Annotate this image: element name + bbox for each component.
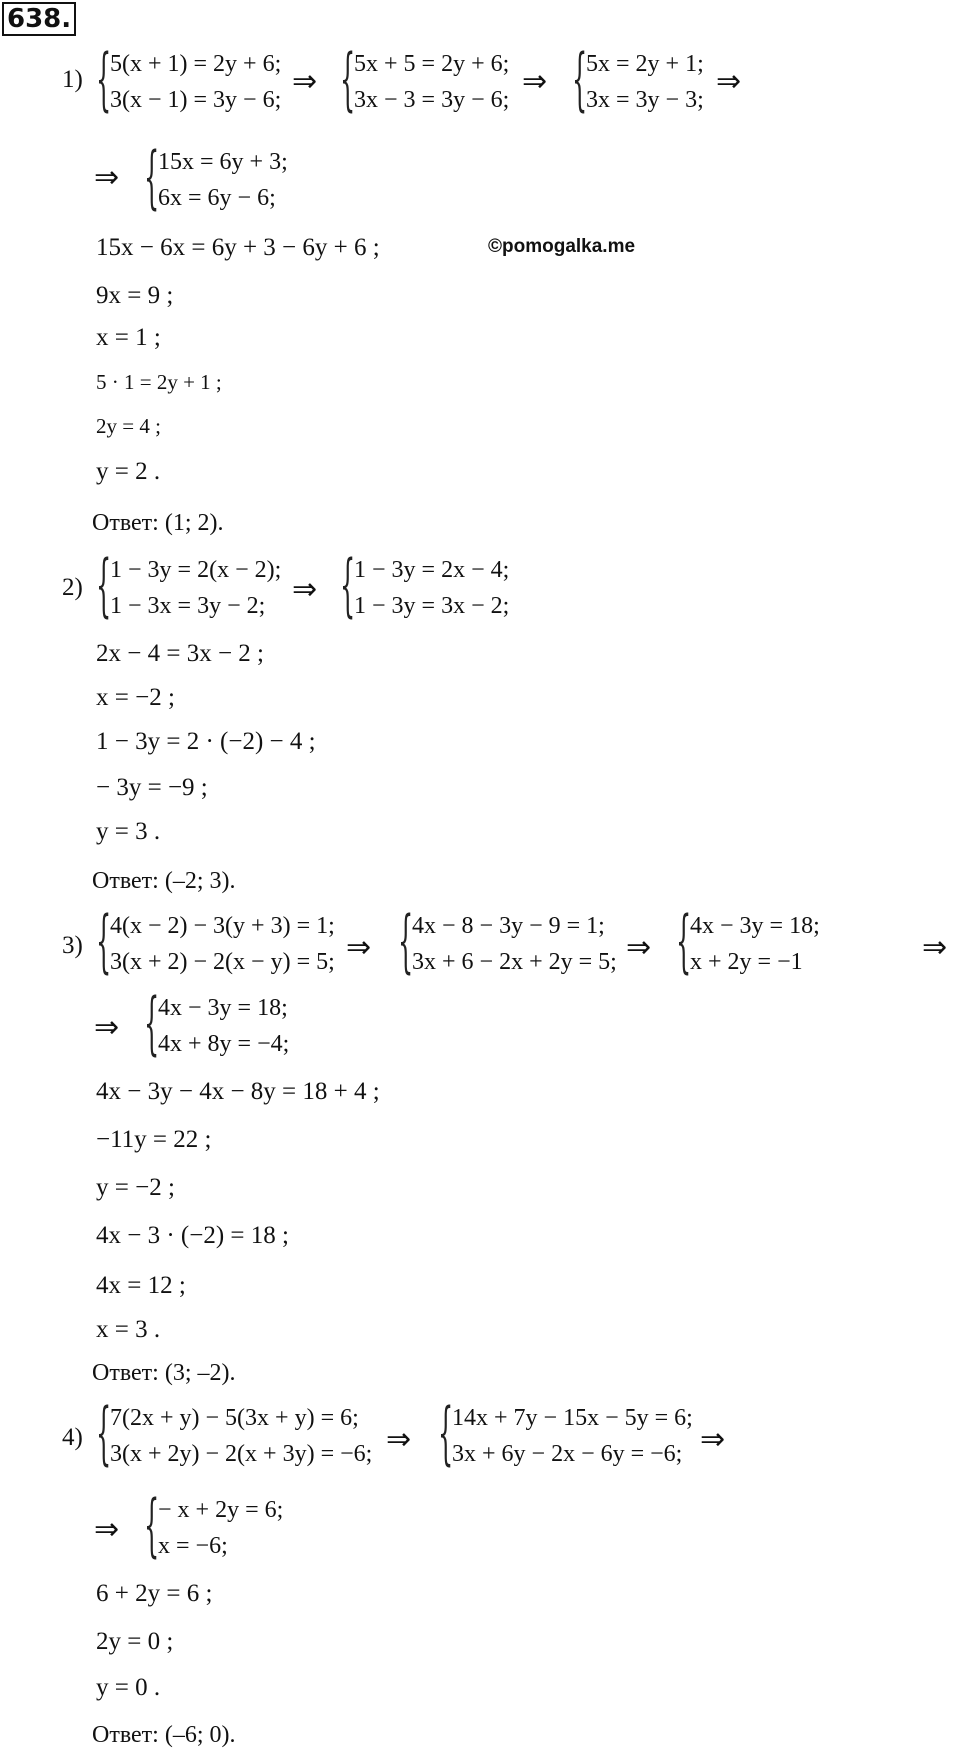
equation: 1 − 3x = 3y − 2; xyxy=(110,593,266,619)
solution-step: y = −2 ; xyxy=(96,1174,175,1201)
equation: 1 − 3y = 3x − 2; xyxy=(354,593,510,619)
equation: 4x − 3y = 18; xyxy=(690,913,820,939)
problem-number: 638. xyxy=(2,2,76,36)
solution-step: x = 1 ; xyxy=(96,324,161,351)
brace-icon: { xyxy=(144,138,160,218)
solution-step: 2y = 4 ; xyxy=(96,414,161,438)
brace-icon: { xyxy=(340,40,356,120)
brace-icon: { xyxy=(96,1394,112,1474)
brace-icon: { xyxy=(438,1394,454,1474)
equation: 15x = 6y + 3; xyxy=(158,149,288,175)
answer-1: Ответ: (1; 2). xyxy=(92,510,224,536)
equation: − x + 2y = 6; xyxy=(158,1497,284,1523)
brace-icon: { xyxy=(398,902,414,982)
implies-arrow-icon: ⇒ xyxy=(292,64,318,99)
equation: 3(x + 2y) − 2(x + 3y) = −6; xyxy=(110,1441,373,1467)
equation: 3(x + 2) − 2(x − y) = 5; xyxy=(110,949,335,975)
brace-icon: { xyxy=(144,984,160,1064)
equation: 4x − 3y = 18; xyxy=(158,995,288,1021)
implies-arrow-icon: ⇒ xyxy=(716,64,742,99)
solution-step: 2x − 4 = 3x − 2 ; xyxy=(96,640,264,667)
solution-step: x = −2 ; xyxy=(96,684,175,711)
answer-2: Ответ: (–2; 3). xyxy=(92,868,236,894)
equation: x + 2y = −1 xyxy=(690,949,803,975)
equation: 5x + 5 = 2y + 6; xyxy=(354,51,510,77)
solution-step: 15x − 6x = 6y + 3 − 6y + 6 ; xyxy=(96,234,380,261)
solution-step: x = 3 . xyxy=(96,1316,161,1343)
solution-step: 4x − 3 · (−2) = 18 ; xyxy=(96,1222,289,1249)
implies-arrow-icon: ⇒ xyxy=(922,930,948,965)
answer-3: Ответ: (3; –2). xyxy=(92,1360,236,1386)
equation: 4x − 8 − 3y − 9 = 1; xyxy=(412,913,605,939)
solution-step: 9x = 9 ; xyxy=(96,282,174,309)
equation: 6x = 6y − 6; xyxy=(158,185,276,211)
brace-icon: { xyxy=(340,546,356,626)
implies-arrow-icon: ⇒ xyxy=(94,160,120,195)
equation: 4x + 8y = −4; xyxy=(158,1031,290,1057)
equation: 3x + 6 − 2x + 2y = 5; xyxy=(412,949,617,975)
equation: 3x = 3y − 3; xyxy=(586,87,704,113)
implies-arrow-icon: ⇒ xyxy=(386,1422,412,1457)
brace-icon: { xyxy=(96,902,112,982)
solution-step: 5 · 1 = 2y + 1 ; xyxy=(96,370,222,394)
solution-step: y = 3 . xyxy=(96,818,161,845)
implies-arrow-icon: ⇒ xyxy=(346,930,372,965)
solution-step: 4x = 12 ; xyxy=(96,1272,186,1299)
equation: 4(x − 2) − 3(y + 3) = 1; xyxy=(110,913,335,939)
answer-4: Ответ: (–6; 0). xyxy=(92,1722,236,1748)
part-4-label: 4) xyxy=(62,1424,83,1451)
solution-step: 6 + 2y = 6 ; xyxy=(96,1580,213,1607)
implies-arrow-icon: ⇒ xyxy=(522,64,548,99)
solution-step: 2y = 0 ; xyxy=(96,1628,174,1655)
equation: 3(x − 1) = 3y − 6; xyxy=(110,87,282,113)
solution-step: −11y = 22 ; xyxy=(96,1126,212,1153)
equation: 7(2x + y) − 5(3x + y) = 6; xyxy=(110,1405,359,1431)
solution-step: y = 2 . xyxy=(96,458,161,485)
equation: 1 − 3y = 2x − 4; xyxy=(354,557,510,583)
solution-step: − 3y = −9 ; xyxy=(96,774,208,801)
part-3-label: 3) xyxy=(62,932,83,959)
solution-step: 4x − 3y − 4x − 8y = 18 + 4 ; xyxy=(96,1078,380,1105)
watermark: ©pomogalka.me xyxy=(488,236,636,257)
part-2-label: 2) xyxy=(62,574,83,601)
part-1-label: 1) xyxy=(62,66,83,93)
solution-step: y = 0 . xyxy=(96,1674,161,1701)
equation: 3x − 3 = 3y − 6; xyxy=(354,87,510,113)
implies-arrow-icon: ⇒ xyxy=(94,1512,120,1547)
brace-icon: { xyxy=(144,1486,160,1566)
brace-icon: { xyxy=(572,40,588,120)
implies-arrow-icon: ⇒ xyxy=(292,572,318,607)
implies-arrow-icon: ⇒ xyxy=(626,930,652,965)
solution-step: 1 − 3y = 2 · (−2) − 4 ; xyxy=(96,728,316,755)
equation: 1 − 3y = 2(x − 2); xyxy=(110,557,282,583)
brace-icon: { xyxy=(96,546,112,626)
implies-arrow-icon: ⇒ xyxy=(94,1010,120,1045)
equation: 5x = 2y + 1; xyxy=(586,51,704,77)
implies-arrow-icon: ⇒ xyxy=(700,1422,726,1457)
brace-icon: { xyxy=(96,40,112,120)
equation: 14x + 7y − 15x − 5y = 6; xyxy=(452,1405,693,1431)
equation: x = −6; xyxy=(158,1533,228,1559)
equation: 5(x + 1) = 2y + 6; xyxy=(110,51,282,77)
equation: 3x + 6y − 2x − 6y = −6; xyxy=(452,1441,683,1467)
brace-icon: { xyxy=(676,902,692,982)
